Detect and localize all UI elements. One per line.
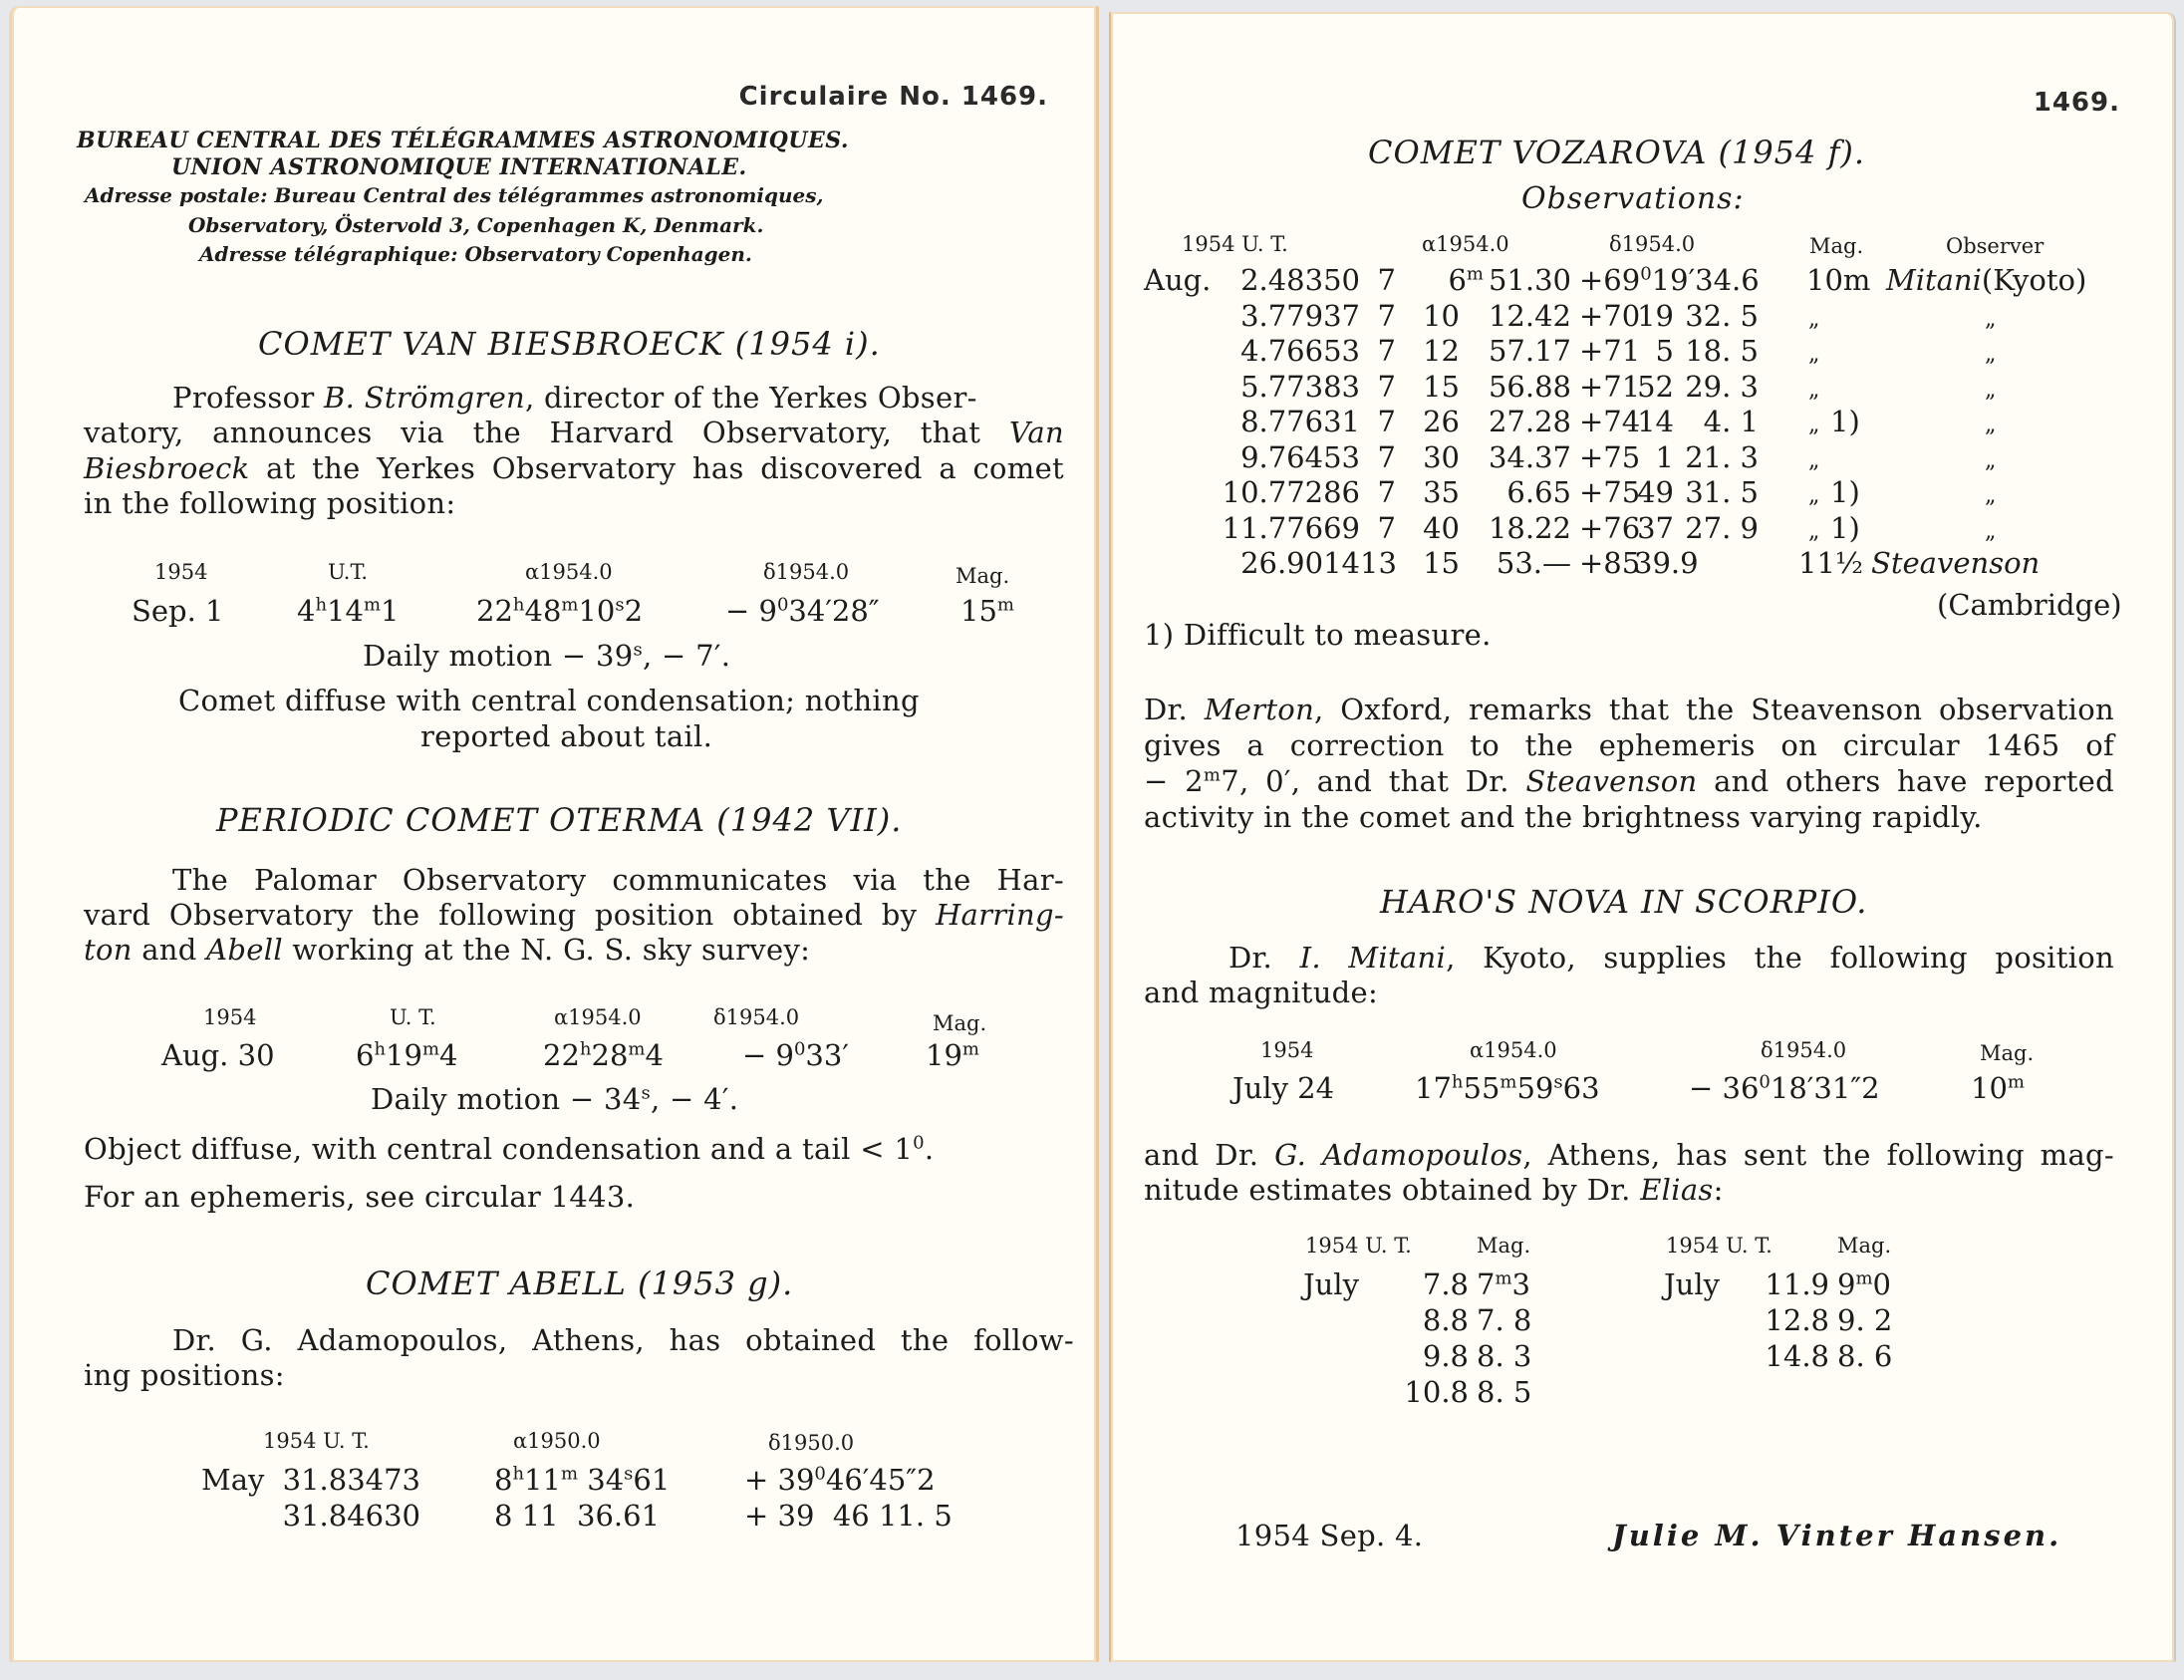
value: − 9 (742, 1038, 794, 1072)
cell-dec-m: 19 (1637, 298, 1674, 333)
value: 34 (587, 1463, 625, 1497)
section-title: COMET VAN BIESBROECK (1954 i). (258, 325, 881, 363)
column-header: δ1954.0 (713, 1005, 800, 1029)
cell-mag: 7. 8 (1477, 1303, 1532, 1337)
cell-observer-ditto: „ (1985, 306, 1997, 332)
text: , Kyoto, supplies the following position (1446, 941, 2114, 975)
page-number: 1469. (2033, 88, 2120, 118)
cell-ra: 22$^h$28$^m$4 (543, 1038, 664, 1072)
cell-ra-s: 53.— (1496, 546, 1571, 580)
text: Dr. (1228, 941, 1300, 975)
value: 46 (825, 1463, 863, 1497)
cell-observer-ditto: „ (1985, 342, 1997, 367)
cell-dec: $+69^019'34.6$ (1579, 263, 1760, 297)
cell-dec-s: 32. 5 (1685, 298, 1759, 333)
left-page (9, 6, 1099, 1662)
cell-ut: 7.8 (1422, 1267, 1469, 1301)
cell-dec-d: +71 (1579, 334, 1641, 368)
value: 2 (917, 1463, 936, 1497)
paragraph-line (1144, 693, 2114, 726)
value: +69 (1579, 263, 1641, 297)
text: working at the N. G. S. sky survey: (282, 933, 811, 967)
value: − 9 (725, 594, 777, 628)
paragraph-line (84, 898, 1064, 932)
cell-ra-s: 18.22 (1488, 510, 1571, 545)
value: 4 (297, 594, 316, 628)
right-page (1109, 12, 2176, 1662)
cell-observer-ditto: „ (1985, 518, 1997, 544)
column-header: δ1954.0 (1761, 1038, 1847, 1062)
cell-observer (1886, 263, 2086, 297)
paragraph-line (172, 381, 1064, 415)
cell-mag: 7$^m$3 (1477, 1267, 1530, 1301)
text: , − 7′. (643, 639, 731, 673)
text: nitude estimates obtained by Dr. (1144, 1173, 1641, 1207)
column-header: Mag. (1837, 1234, 1892, 1258)
cell-mag: 9. 2 (1837, 1303, 1893, 1337)
person-name: Biesbroeck (84, 451, 250, 485)
text: Professor (172, 381, 325, 415)
cell-mag-ditto: „ (1808, 377, 1820, 403)
column-header: U. T. (390, 1005, 436, 1029)
cell-ut: 2.48350 (1240, 263, 1360, 297)
cell-dec-d: +75 (1579, 439, 1641, 474)
cell-mag: 8. 3 (1477, 1339, 1532, 1373)
cell-ut: 14.8 (1765, 1339, 1829, 1373)
value: 10 (1971, 1071, 2008, 1105)
text: , Athens, has sent the following mag- (1522, 1138, 2114, 1172)
column-header: δ1954.0 (763, 560, 850, 584)
cell-dec-s: 31. 5 (1685, 475, 1759, 509)
cell-ra-s: 57.17 (1488, 334, 1571, 368)
cell-date: July 24 (1232, 1071, 1335, 1105)
bureau-line: UNION ASTRONOMIQUE INTERNATIONALE. (171, 154, 747, 180)
section-subtitle: Observations: (1521, 181, 1745, 216)
cell-observer-ditto: „ (1985, 413, 1997, 437)
column-header: 1954 (203, 1005, 257, 1029)
paragraph-line: ing positions: (84, 1358, 285, 1392)
column-header: Mag. (1477, 1234, 1531, 1258)
column-header: 1954 U. T. (1182, 232, 1288, 256)
cell-ra-h: 7 (1377, 298, 1396, 333)
cell-dec-d: +74 (1579, 405, 1641, 438)
paragraph-line: in the following position: (84, 486, 456, 520)
column-header: α1954.0 (1470, 1038, 1557, 1062)
cell-ut: 3.77937 (1240, 298, 1360, 333)
cell-dec-m: 52 (1637, 369, 1674, 404)
note-line: Object diffuse, with central condensation and a tail < $1^0$. (84, 1132, 935, 1166)
paragraph-line (1228, 941, 2114, 975)
cell-mag-ditto: „ (1808, 483, 1820, 508)
cell-ra-s: 12.42 (1488, 298, 1571, 333)
value: 31 (1813, 1071, 1851, 1105)
column-header: 1954 U. T. (1666, 1234, 1773, 1258)
daily-motion: Daily motion − $34^s$, − 4′. (371, 1082, 739, 1116)
cell-mag-ditto: „ (1808, 306, 1820, 332)
section-title: HARO'S NOVA IN SCORPIO. (1380, 883, 1868, 921)
column-header: Mag. (1809, 234, 1864, 258)
value: 4 (439, 1038, 458, 1072)
value: 15 (960, 594, 997, 628)
cell-ra: 22$^h$48$^m$10$^s$2 (476, 594, 644, 628)
value: 1 (381, 594, 400, 628)
cell-dec-s: 27. 9 (1685, 510, 1759, 545)
cell-ra-m: 6$^m$ (1448, 263, 1484, 297)
column-header: Observer (1946, 234, 2045, 258)
value: 2 (1861, 1071, 1880, 1105)
cell-note: 1) (1830, 405, 1860, 438)
cell-ut: 11.9 (1765, 1267, 1829, 1301)
cell-date: Sep. 1 (132, 594, 224, 628)
cell-note: 1) (1830, 475, 1860, 509)
paragraph-line: The Palomar Observatory communicates via the Har- (172, 863, 1064, 897)
cell-ra: 8 11 36.61 (494, 1499, 661, 1533)
person-name: Elias (1640, 1173, 1714, 1207)
bureau-line: BUREAU CENTRAL DES TÉLÉGRAMMES ASTRONOMIQUES. (77, 128, 849, 153)
cell-ut: 31.83473 (282, 1463, 420, 1497)
signature: Julie M. Vinter Hansen. (1612, 1519, 2062, 1552)
cell-dec: + $39^046'45''2$ (744, 1463, 936, 1497)
value: 45 (869, 1463, 907, 1497)
observer-location: (Cambridge) (1937, 588, 2122, 622)
value: 19 (386, 1038, 422, 1072)
value: 4 (645, 1038, 664, 1072)
cell-mag: 8. 5 (1477, 1375, 1532, 1409)
cell-dec-d: +76 (1579, 510, 1641, 545)
text: − 2 (1144, 764, 1204, 798)
value: 22 (543, 1038, 580, 1072)
bureau-line: Observatory, Östervold 3, Copenhagen K, Denmark. (188, 213, 764, 237)
cell-ra: 17$^h$55$^m$59$^s$63 (1415, 1071, 1600, 1105)
value: 8 (494, 1463, 513, 1497)
paragraph-line (1144, 764, 2114, 798)
value: 28 (591, 1038, 629, 1072)
text: vatory, announces via the Harvard Observatory, that (84, 416, 1009, 449)
cell-dec-s: 21. 3 (1685, 439, 1759, 474)
cell-ut: 4$^h$14$^m$1 (297, 594, 400, 628)
person-name: Steavenson (1525, 764, 1698, 798)
value: 18 (1770, 1071, 1807, 1105)
cell-mag-ditto: „ (1808, 413, 1820, 437)
value: 61 (633, 1463, 671, 1497)
value: 6 (1448, 263, 1467, 297)
value: 14 (327, 594, 364, 628)
person-name: B. Strömgren (324, 381, 526, 415)
cell-dec-s: 18. 5 (1685, 334, 1759, 368)
cell-ut: 10.8 (1404, 1375, 1469, 1409)
value: 11 (524, 1463, 561, 1497)
person-name: ton (84, 933, 133, 967)
footer-date: 1954 Sep. 4. (1235, 1519, 1424, 1552)
cell-dec-d: +71 (1579, 369, 1641, 404)
column-header: 1954 (1260, 1038, 1314, 1062)
cell-note: 1) (1830, 510, 1860, 545)
cell-dec-m: 39.9 (1634, 546, 1699, 580)
value: + 39 (744, 1463, 815, 1497)
cell-ra-s: 27.28 (1488, 405, 1571, 438)
cell-dec-d: +70 (1579, 298, 1641, 333)
value: 19 (1651, 263, 1689, 297)
paragraph-line: and magnitude: (1144, 976, 1379, 1009)
cell-ra-s: 34.37 (1488, 439, 1571, 474)
value: 10 (578, 594, 616, 628)
paragraph-line (1144, 1173, 1724, 1207)
value: 34′28″ (788, 594, 880, 628)
text: Dr. (1144, 693, 1205, 726)
column-header: Mag. (956, 564, 1010, 588)
column-header: 1954 (154, 560, 208, 584)
value: 19 (926, 1038, 962, 1072)
cell-observer-ditto: „ (1985, 447, 1997, 473)
person-name: I. Mitani (1299, 941, 1447, 975)
cell-month: Aug. (1144, 263, 1212, 297)
cell-dec-s: 29. 3 (1685, 369, 1759, 404)
cell-ut: 31.84630 (282, 1499, 420, 1533)
cell-observer-ditto: „ (1985, 483, 1997, 508)
person-name: Merton (1204, 693, 1315, 726)
cell-mag-ditto: „ (1808, 342, 1820, 367)
person-name: G. Adamopoulos (1274, 1138, 1523, 1172)
paragraph-line: Dr. G. Adamopoulos, Athens, has obtained the follow- (172, 1323, 1074, 1357)
column-header: α1954.0 (1422, 232, 1509, 256)
text: Daily motion − 39 (363, 639, 634, 673)
cell-dec-m: 1 (1655, 439, 1674, 474)
cell-dec: − $36^018'31''2$ (1689, 1071, 1880, 1105)
column-header: 1954 U. T. (263, 1429, 370, 1453)
value: 17 (1415, 1071, 1452, 1105)
value: (Kyoto) (1981, 263, 2087, 297)
bureau-line: Adresse postale: Bureau Central des télégrammes astronomiques, (85, 183, 824, 207)
cell-ra-h: 7 (1377, 334, 1396, 368)
cell-mag-ditto: „ (1808, 518, 1820, 544)
cell-ra-m: 10 (1423, 298, 1460, 333)
value: 33′ (805, 1038, 849, 1072)
cell-observer (1871, 546, 2040, 580)
cell-ra-h: 7 (1377, 369, 1396, 404)
cell-dec-m: 49 (1637, 475, 1674, 509)
paragraph-line (1144, 1138, 2114, 1172)
circular-number: Circulaire No. 1469. (738, 82, 1048, 112)
section-title: COMET VOZAROVA (1954 f). (1368, 134, 1866, 171)
cell-ut: 8.8 (1422, 1303, 1469, 1337)
cell-ra-m: 26 (1423, 405, 1460, 438)
superscript: m (1203, 764, 1222, 786)
cell-mag: 10m (1806, 263, 1871, 297)
text: Daily motion − 34 (371, 1082, 642, 1116)
paragraph-line (84, 416, 1064, 449)
note-line: Comet diffuse with central condensation; nothing (178, 684, 920, 717)
daily-motion: Daily motion − $39^s$, − 7′. (363, 639, 731, 673)
text: vard Observatory the following position obtained by (84, 898, 936, 932)
value: − 36 (1689, 1071, 1760, 1105)
cell-dec: − $9^034'28''$ (725, 594, 880, 628)
text: 7, 0′, and that Dr. (1221, 764, 1526, 798)
cell-ra-h: 7 (1377, 405, 1396, 438)
cell-mag-ditto: „ (1808, 447, 1820, 473)
cell-observer-ditto: „ (1985, 377, 1997, 403)
cell-ut: 10.77286 (1222, 475, 1360, 509)
cell-ra-h: 7 (1377, 475, 1396, 509)
cell-ra-m: 15 (1423, 546, 1460, 580)
value: 6 (356, 1038, 375, 1072)
value: 22 (476, 594, 513, 628)
cell-ra-h: 7 (1377, 510, 1396, 545)
text: Object diffuse, with central condensation and a tail < 1 (84, 1132, 914, 1166)
cell-ut: 26.9014 (1240, 546, 1360, 580)
column-header: U.T. (328, 560, 369, 584)
note-line: reported about tail. (420, 719, 713, 753)
cell-dec-s: 4. 1 (1703, 405, 1759, 438)
column-header: α1950.0 (513, 1429, 601, 1453)
cell-month: July (1664, 1267, 1720, 1301)
text: : (1713, 1173, 1724, 1207)
column-header: α1954.0 (525, 560, 613, 584)
cell-ra-h: 7 (1377, 439, 1396, 474)
cell-ut: 4.76653 (1240, 334, 1360, 368)
cell-month: July (1303, 1267, 1359, 1301)
paragraph-line (84, 451, 1064, 485)
cell-ut: 11.77669 (1222, 510, 1360, 545)
column-header: Mag. (1980, 1041, 2035, 1065)
cell-ra-m: 15 (1423, 369, 1460, 404)
bureau-line: Adresse télégraphique: Observatory Copenhagen. (199, 242, 752, 266)
cell-ra-h: 7 (1377, 263, 1396, 297)
cell-dec-d: +85 (1579, 546, 1641, 580)
cell-ut: 9.8 (1422, 1339, 1469, 1373)
cell-ut: 8.77631 (1240, 405, 1360, 438)
column-header: α1954.0 (554, 1005, 642, 1029)
cell-ra-s: 6.65 (1506, 475, 1571, 509)
person-name: Abell (206, 933, 283, 967)
column-header: Mag. (933, 1011, 987, 1035)
value: Steavenson (1871, 546, 2041, 580)
column-header: 1954 U. T. (1305, 1234, 1412, 1258)
value: Mitani (1886, 263, 1982, 297)
cell-ra-m: 40 (1423, 510, 1460, 545)
column-header: δ1954.0 (1609, 232, 1696, 256)
cell-dec: − $9^033'$ (742, 1038, 849, 1072)
value: 48 (524, 594, 562, 628)
cell-mag: 15$^m$ (960, 594, 1014, 628)
footnote: 1) Difficult to measure. (1144, 618, 1492, 652)
section-title: PERIODIC COMET OTERMA (1942 VII). (216, 801, 903, 839)
cell-month: May (201, 1463, 265, 1497)
cell-ra-h: 13 (1360, 546, 1397, 580)
paragraph-line: gives a correction to the ephemeris on circular 1465 of (1144, 728, 2114, 762)
text: and (132, 933, 207, 967)
section-title: COMET ABELL (1953 g). (366, 1264, 794, 1302)
cell-ra-m: 30 (1423, 439, 1460, 474)
value: 34.6 (1695, 263, 1760, 297)
cell-date: Aug. 30 (161, 1038, 275, 1072)
text: , director of the Yerkes Obser- (525, 381, 977, 415)
paragraph-line: activity in the comet and the brightness varying rapidly. (1144, 800, 1983, 834)
cell-ra-m: 35 (1423, 475, 1460, 509)
value: 55 (1463, 1071, 1501, 1105)
cell-dec-m: 5 (1655, 334, 1674, 368)
text: , Oxford, remarks that the Steavenson observation (1314, 693, 2114, 726)
cell-dec-d: +75 (1579, 475, 1641, 509)
text: at the Yerkes Observatory has discovered a comet (249, 451, 1064, 485)
cell-dec: + 39 46 11. 5 (744, 1499, 953, 1533)
cell-mag: 9$^m$0 (1837, 1267, 1891, 1301)
cell-mag: 8. 6 (1837, 1339, 1893, 1373)
text: and others have reported (1697, 764, 2114, 798)
note-line: For an ephemeris, see circular 1443. (84, 1180, 636, 1214)
cell-mag: 10$^m$ (1971, 1071, 2025, 1105)
text: and Dr. (1144, 1138, 1275, 1172)
cell-ut: 9.76453 (1240, 439, 1360, 474)
cell-ra-m: 12 (1423, 334, 1460, 368)
text: , − 4′. (651, 1082, 739, 1116)
paragraph-line (84, 933, 810, 967)
person-name: Harring- (935, 898, 1064, 932)
cell-ut: 5.77383 (1240, 369, 1360, 404)
cell-dec-m: 14 (1637, 405, 1674, 438)
cell-mag: 19$^m$ (926, 1038, 979, 1072)
cell-ra: 8$^h$11$^m$ 34$^s$61 (494, 1463, 671, 1497)
cell-ra-s: 56.88 (1488, 369, 1571, 404)
cell-mag: 11½ (1798, 546, 1864, 580)
value: 59 (1516, 1071, 1554, 1105)
cell-ut: 6$^h$19$^m$4 (356, 1038, 458, 1072)
value: 2 (624, 594, 644, 628)
cell-ra-s: 51.30 (1488, 263, 1571, 297)
text: . (924, 1132, 935, 1166)
cell-dec-m: 37 (1637, 510, 1674, 545)
value: 63 (1562, 1071, 1600, 1105)
cell-ut: 12.8 (1765, 1303, 1829, 1337)
person-name: Van (1008, 416, 1064, 449)
column-header: δ1950.0 (768, 1431, 855, 1455)
